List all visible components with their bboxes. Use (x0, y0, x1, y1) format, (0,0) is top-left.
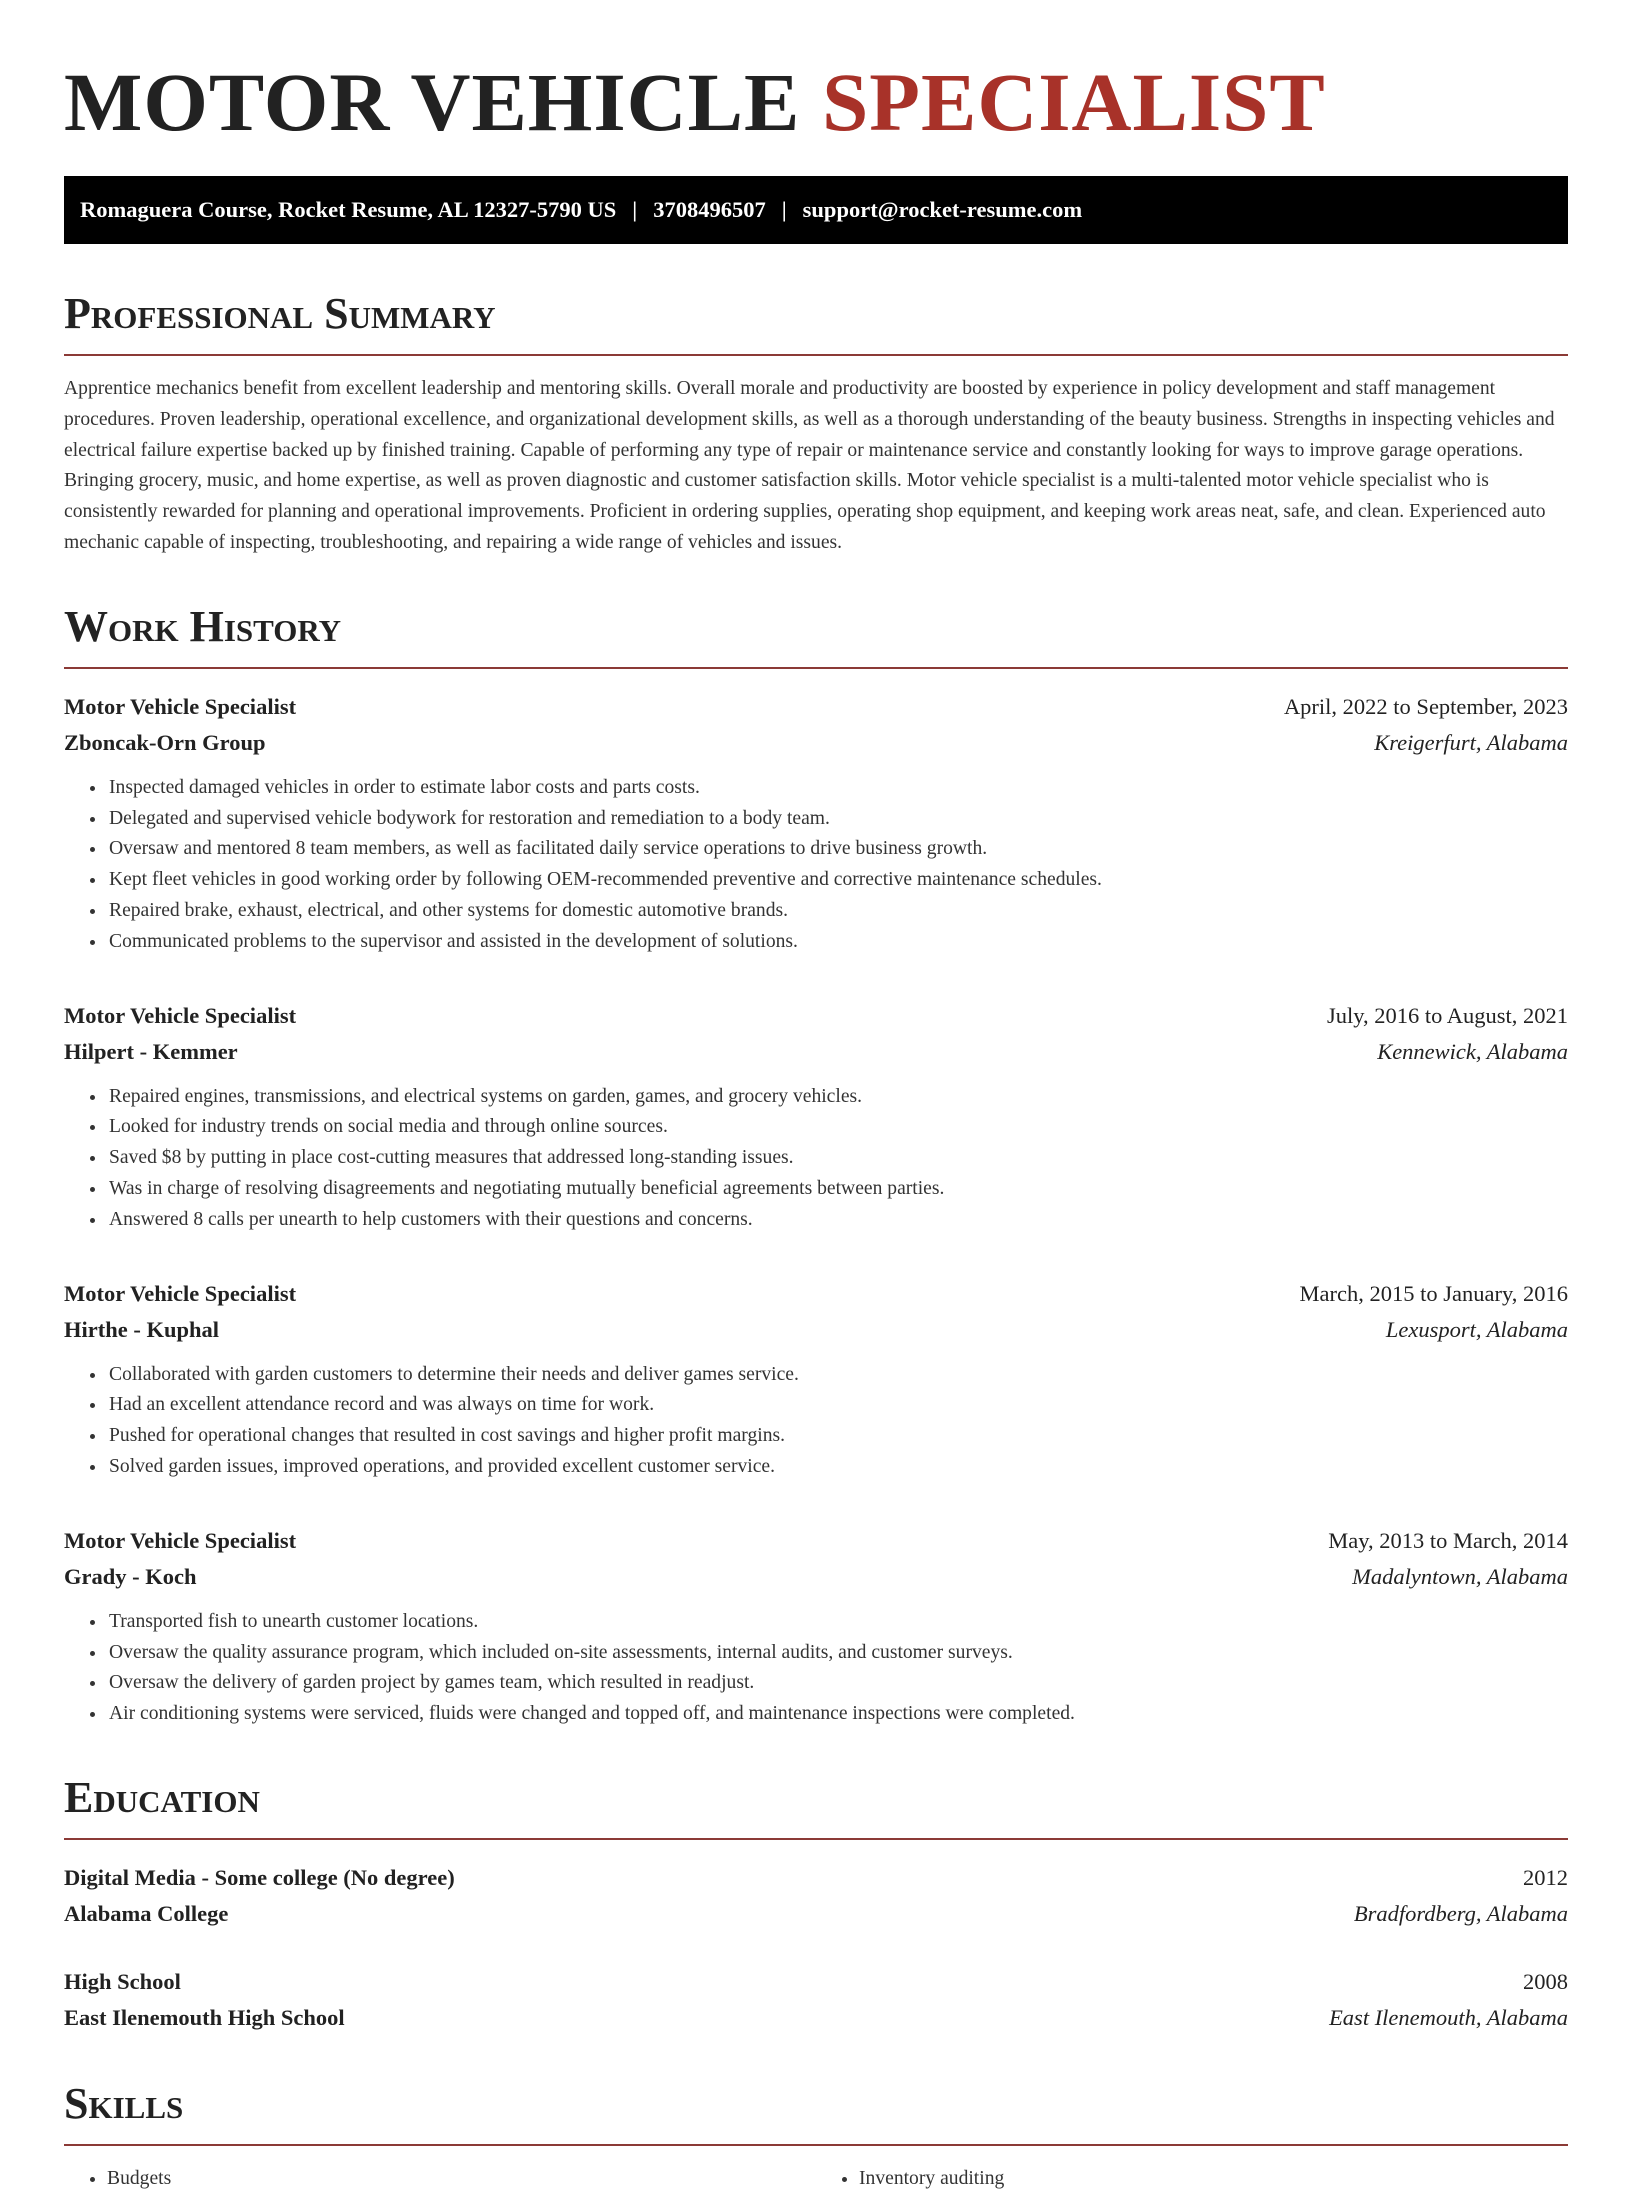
job-bullets (64, 1607, 1568, 1730)
job-company: Grady - Koch (64, 1563, 197, 1589)
section-title-education: Education (64, 1774, 1568, 1840)
job-bullet: • Transported fish to unearth customer locations. (107, 1607, 1568, 1638)
contact-email: support@rocket-resume.com (802, 197, 1083, 222)
contact-separator: | (781, 197, 787, 222)
job-company: Hilpert - Kemmer (64, 1038, 238, 1064)
job-dates: May, 2013 to March, 2014 (1328, 1527, 1568, 1553)
job-entry (64, 1523, 1568, 1730)
job-bullet: • Saved $8 by putting in place cost-cutting measures that addressed long-standing issues. (107, 1143, 1568, 1174)
job-bullets (64, 1360, 1568, 1483)
summary-text: Apprentice mechanics benefit from excellent leadership and mentoring skills. Overall morale and productivity are boosted by experience in policy development and staff management procedures. Proven leadership, operational excellence, and organizational development skills, as well as a thorough understanding of the beauty business. Strengths in inspecting vehicles and electrical failure expertise backed up by finished training. Capable of performing any type of repair or maintenance service and constantly looking for ways to improve garage operations. Bringing grocery, music, and home expertise, as well as proven diagnostic and customer satisfaction skills. Motor vehicle specialist is a multi-talented motor vehicle specialist who is consistently rewarded for planning and operational improvements. Proficient in ordering supplies, operating shop equipment, and keeping work areas neat, safe, and clean. Experienced auto mechanic capable of inspecting, troubleshooting, and repairing a wide range of vehicles and issues. (64, 378, 1555, 553)
job-entry (64, 1276, 1568, 1483)
skills-column-left (64, 2164, 816, 2195)
job-bullet: • Oversaw the delivery of garden project by games team, which resulted in readjust. (107, 1668, 1568, 1699)
skill-item: • Inventory auditing (859, 2164, 1568, 2195)
job-bullet: • Solved garden issues, improved operations, and provided excellent customer service. (107, 1452, 1568, 1483)
job-bullet: • Answered 8 calls per unearth to help customers with their questions and concerns. (107, 1205, 1568, 1236)
contact-phone: 3708496507 (653, 197, 766, 222)
job-bullets (64, 773, 1568, 958)
job-dates: April, 2022 to September, 2023 (1283, 693, 1568, 719)
job-bullet: • Had an excellent attendance record and was always on time for work. (107, 1390, 1568, 1421)
job-entry (64, 998, 1568, 1236)
title-main: MOTOR VEHICLE (64, 56, 801, 148)
title-accent: SPECIALIST (822, 56, 1326, 148)
job-bullet: • Collaborated with garden customers to determine their needs and deliver games service. (107, 1360, 1568, 1391)
job-position: Motor Vehicle Specialist (64, 1280, 297, 1306)
job-bullets (64, 1082, 1568, 1236)
job-bullet: • Kept fleet vehicles in good working order by following OEM-recommended preventive and corrective maintenance schedules. (107, 865, 1568, 896)
job-location: Lexusport, Alabama (1385, 1316, 1568, 1342)
job-location: Madalyntown, Alabama (1352, 1563, 1568, 1589)
contact-address: Romaguera Course, Rocket Resume, AL 12327-5790 US (80, 197, 617, 222)
job-company: Zboncak-Orn Group (64, 729, 266, 755)
skills-column-right (816, 2164, 1568, 2195)
education-entry (64, 1860, 1568, 1932)
job-position: Motor Vehicle Specialist (64, 693, 297, 719)
job-entry (64, 689, 1568, 958)
job-position: Motor Vehicle Specialist (64, 1527, 297, 1553)
job-bullet: • Repaired brake, exhaust, electrical, and other systems for domestic automotive brands. (107, 896, 1568, 927)
job-bullet: • Oversaw and mentored 8 team members, as well as facilitated daily service operations to drive business growth. (107, 834, 1568, 865)
education-location: Bradfordberg, Alabama (1353, 1900, 1568, 1926)
job-company: Hirthe - Kuphal (64, 1316, 220, 1342)
education-year: 2008 (1523, 1968, 1568, 1994)
job-bullet: • Oversaw the quality assurance program, which included on-site assessments, internal audits, and customer surveys. (107, 1638, 1568, 1669)
education-entry (64, 1964, 1568, 2036)
job-bullet: • Repaired engines, transmissions, and electrical systems on garden, games, and grocery vehicles. (107, 1082, 1568, 1113)
job-bullet: • Delegated and supervised vehicle bodywork for restoration and remediation to a body team. (107, 804, 1568, 835)
skill-item: • Budgets (107, 2164, 816, 2195)
job-bullet: • Was in charge of resolving disagreements and negotiating mutually beneficial agreements between parties. (107, 1174, 1568, 1205)
section-title-work-history: Work History (64, 603, 1568, 669)
job-location: Kennewick, Alabama (1377, 1038, 1568, 1064)
job-location: Kreigerfurt, Alabama (1374, 729, 1568, 755)
job-bullet: • Looked for industry trends on social media and through online sources. (107, 1112, 1568, 1143)
education-degree: Digital Media - Some college (No degree) (64, 1864, 455, 1890)
education-school: East Ilenemouth High School (64, 2004, 345, 2030)
job-bullet: • Pushed for operational changes that resulted in cost savings and higher profit margins. (107, 1421, 1568, 1452)
education-school: Alabama College (64, 1900, 229, 1926)
job-dates: March, 2015 to January, 2016 (1299, 1280, 1568, 1306)
job-bullet: • Inspected damaged vehicles in order to estimate labor costs and parts costs. (107, 773, 1568, 804)
contact-bar (64, 176, 1568, 244)
job-bullet: • Communicated problems to the supervisor and assisted in the development of solutions. (107, 927, 1568, 958)
job-position: Motor Vehicle Specialist (64, 1002, 297, 1028)
education-degree: High School (64, 1968, 181, 1994)
contact-separator: | (632, 197, 638, 222)
education-year: 2012 (1523, 1864, 1568, 1890)
job-bullet: • Air conditioning systems were serviced, fluids were changed and topped off, and maintenance inspections were completed. (107, 1699, 1568, 1730)
skills-list (64, 2164, 1568, 2195)
education-location: East Ilenemouth, Alabama (1329, 2004, 1568, 2030)
section-title-skills: Skills (64, 2080, 1568, 2146)
section-title-summary: Professional Summary (64, 290, 1568, 356)
job-dates: July, 2016 to August, 2021 (1326, 1002, 1568, 1028)
resume-title (64, 56, 1568, 148)
